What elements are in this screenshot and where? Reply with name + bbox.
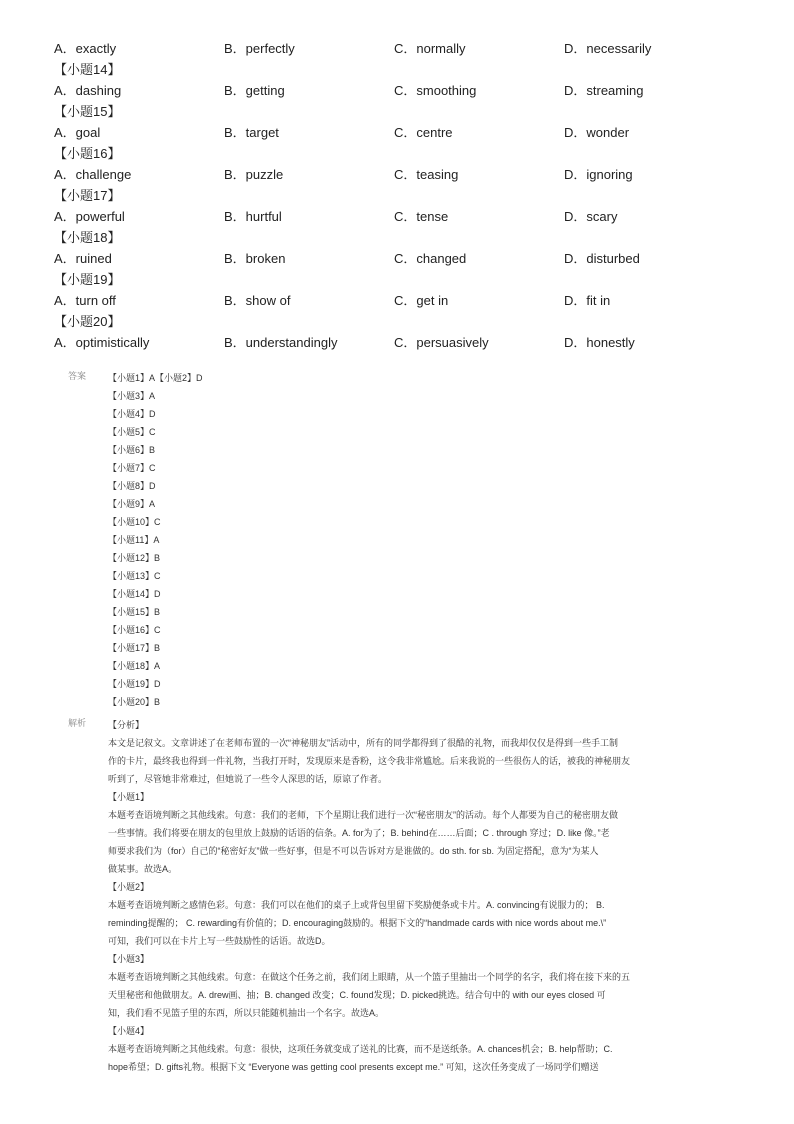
- question-group-14: [54, 60, 754, 102]
- option-b[interactable]: B．getting: [224, 83, 285, 98]
- options-row: [54, 122, 754, 144]
- explanation-line: 做某事。故选A。: [108, 864, 178, 874]
- answer-line: 【小题19】D: [108, 679, 161, 689]
- answer-line: 【小题17】B: [108, 643, 161, 653]
- explanation-line: 听到了，尽管她非常难过，但她说了一些令人深思的话，原谅了作者。: [108, 774, 388, 784]
- explanation-line: 知，我们看不见篮子里的东西，所以只能随机抽出一个名字。故选A。: [108, 1008, 385, 1018]
- option-d[interactable]: D．streaming: [564, 83, 644, 98]
- option-a[interactable]: A．exactly: [54, 41, 117, 56]
- question-group-15: [54, 102, 754, 144]
- question-label: 【小题14】: [54, 62, 121, 77]
- answer-line: 【小题9】A: [108, 499, 156, 509]
- option-a[interactable]: A．optimistically: [54, 335, 150, 350]
- explanation-line: 师要求我们为（for）自己的“秘密好友”做一些好事，但是不可以告诉对方是谁做的。do sth. for sb. 为固定搭配，意为“为某人: [108, 846, 599, 856]
- explanation-line: 本题考查语境判断之其他线索。句意：我们的老师，下个星期让我们进行一次“秘密朋友”的活动。每个人都要为自己的秘密朋友做: [108, 810, 618, 820]
- answer-line: 【小题7】C: [108, 463, 156, 473]
- question-label: 【小题20】: [54, 314, 121, 329]
- option-c[interactable]: C．get in: [394, 293, 449, 308]
- explanation-line: 本题考查语境判断之感情色彩。句意：我们可以在他们的桌子上或背包里留下奖励便条或卡片。A. convincing有说服力的； B.: [108, 900, 605, 910]
- option-c[interactable]: C．smoothing: [394, 83, 477, 98]
- option-d[interactable]: D．disturbed: [564, 251, 640, 266]
- explanation-line: hope希望；D. gifts礼物。根据下文 “Everyone was getting cool presents except me.” 可知，这次任务变成了一场同学们赠送: [108, 1062, 599, 1072]
- explanation-line: 本题考查语境判断之其他线索。句意：在做这个任务之前，我们闭上眼睛，从一个篮子里抽出一个同学的名字，我们将在接下来的五: [108, 972, 631, 982]
- option-b[interactable]: B．hurtful: [224, 209, 282, 224]
- option-a[interactable]: A．turn off: [54, 293, 116, 308]
- answer-line: 【小题11】A: [108, 535, 160, 545]
- option-d[interactable]: D．scary: [564, 209, 618, 224]
- explanation-line: 一些事情。我们将要在朋友的包里放上鼓励的话语的信条。A. for为了；B. behind在……后面；C . through 穿过；D. like 像。”老: [108, 828, 610, 838]
- explanation-body: [108, 716, 728, 1076]
- explanation-label: 解析: [68, 718, 87, 728]
- explanation-line: 【小题4】: [108, 1026, 150, 1036]
- option-c[interactable]: C．teasing: [394, 167, 459, 182]
- question-label: 【小题16】: [54, 146, 121, 161]
- explanation-line: 【小题3】: [108, 954, 150, 964]
- explanation-line: 【小题2】: [108, 882, 150, 892]
- option-b[interactable]: B．show of: [224, 293, 291, 308]
- question-group-18: [54, 228, 754, 270]
- question-group-13: [54, 38, 754, 60]
- option-d[interactable]: D．honestly: [564, 335, 635, 350]
- answer-line: 【小题3】A: [108, 391, 156, 401]
- option-a[interactable]: A．powerful: [54, 209, 125, 224]
- answer-line: 【小题20】B: [108, 697, 161, 707]
- explanation-line: 【分析】: [108, 720, 145, 730]
- option-b[interactable]: B．understandingly: [224, 335, 338, 350]
- answer-line: 【小题5】C: [108, 427, 156, 437]
- question-label: 【小题17】: [54, 188, 121, 203]
- explanation-line: 可知，我们可以在卡片上写一些鼓励性的话语。故选D。: [108, 936, 331, 946]
- option-c[interactable]: C．changed: [394, 251, 467, 266]
- answer-line: 【小题1】A【小题2】D: [108, 373, 203, 383]
- question-label: 【小题15】: [54, 104, 121, 119]
- option-a[interactable]: A．challenge: [54, 167, 132, 182]
- options-row: [54, 248, 754, 270]
- options-row: [54, 38, 754, 60]
- answer-line: 【小题6】B: [108, 445, 156, 455]
- answer-line: 【小题15】B: [108, 607, 161, 617]
- question-options-section: [54, 38, 754, 354]
- options-row: [54, 206, 754, 228]
- option-a[interactable]: A．goal: [54, 125, 101, 140]
- option-b[interactable]: B．perfectly: [224, 41, 295, 56]
- answer-line: 【小题14】D: [108, 589, 161, 599]
- answer-label: 答案: [68, 371, 87, 381]
- question-group-20: [54, 312, 754, 354]
- options-row: [54, 332, 754, 354]
- answer-line: 【小题8】D: [108, 481, 156, 491]
- question-label: 【小题18】: [54, 230, 121, 245]
- option-b[interactable]: B．target: [224, 125, 279, 140]
- option-d[interactable]: D．necessarily: [564, 41, 652, 56]
- option-a[interactable]: A．ruined: [54, 251, 112, 266]
- answer-line: 【小题10】C: [108, 517, 161, 527]
- answer-line: 【小题18】A: [108, 661, 161, 671]
- answer-line: 【小题12】B: [108, 553, 161, 563]
- options-row: [54, 80, 754, 102]
- explanation-line: 天里秘密和他做朋友。A. drew画、抽；B. changed 改变；C. found发现；D. picked挑选。结合句中的 with our eyes closed 可: [108, 990, 606, 1000]
- option-c[interactable]: C．normally: [394, 41, 466, 56]
- answer-line: 【小题16】C: [108, 625, 161, 635]
- question-group-17: [54, 186, 754, 228]
- option-b[interactable]: B．broken: [224, 251, 286, 266]
- option-b[interactable]: B．puzzle: [224, 167, 284, 182]
- options-row: [54, 290, 754, 312]
- explanation-line: 本文是记叙文。文章讲述了在老师布置的一次“神秘朋友”活动中，所有的同学都得到了很酷的礼物，而我却仅仅是得到一些手工制: [108, 738, 618, 748]
- option-d[interactable]: D．wonder: [564, 125, 630, 140]
- option-a[interactable]: A．dashing: [54, 83, 122, 98]
- option-c[interactable]: C．persuasively: [394, 335, 489, 350]
- options-row: [54, 164, 754, 186]
- explanation-line: 作的卡片，最终我也得到一件礼物，当我打开时，发现原来是香粉，这令我非常尴尬。后来我说的一些很伤人的话，被我的神秘朋友: [108, 756, 631, 766]
- option-c[interactable]: C．tense: [394, 209, 449, 224]
- answer-list: [108, 369, 203, 711]
- answer-line: 【小题13】C: [108, 571, 161, 581]
- explanation-line: 【小题1】: [108, 792, 150, 802]
- explanation-line: reminding提醒的； C. rewarding有价值的；D. encouraging鼓励的。根据下文的“handmade cards with nice words about me.\”: [108, 918, 607, 928]
- question-group-16: [54, 144, 754, 186]
- question-label: 【小题19】: [54, 272, 121, 287]
- option-d[interactable]: D．ignoring: [564, 167, 633, 182]
- explanation-line: 本题考查语境判断之其他线索。句意：很快，这项任务就变成了送礼的比赛，而不是送纸条。A. chances机会；B. help帮助；C.: [108, 1044, 613, 1054]
- question-group-19: [54, 270, 754, 312]
- answer-line: 【小题4】D: [108, 409, 156, 419]
- option-d[interactable]: D．fit in: [564, 293, 611, 308]
- option-c[interactable]: C．centre: [394, 125, 453, 140]
